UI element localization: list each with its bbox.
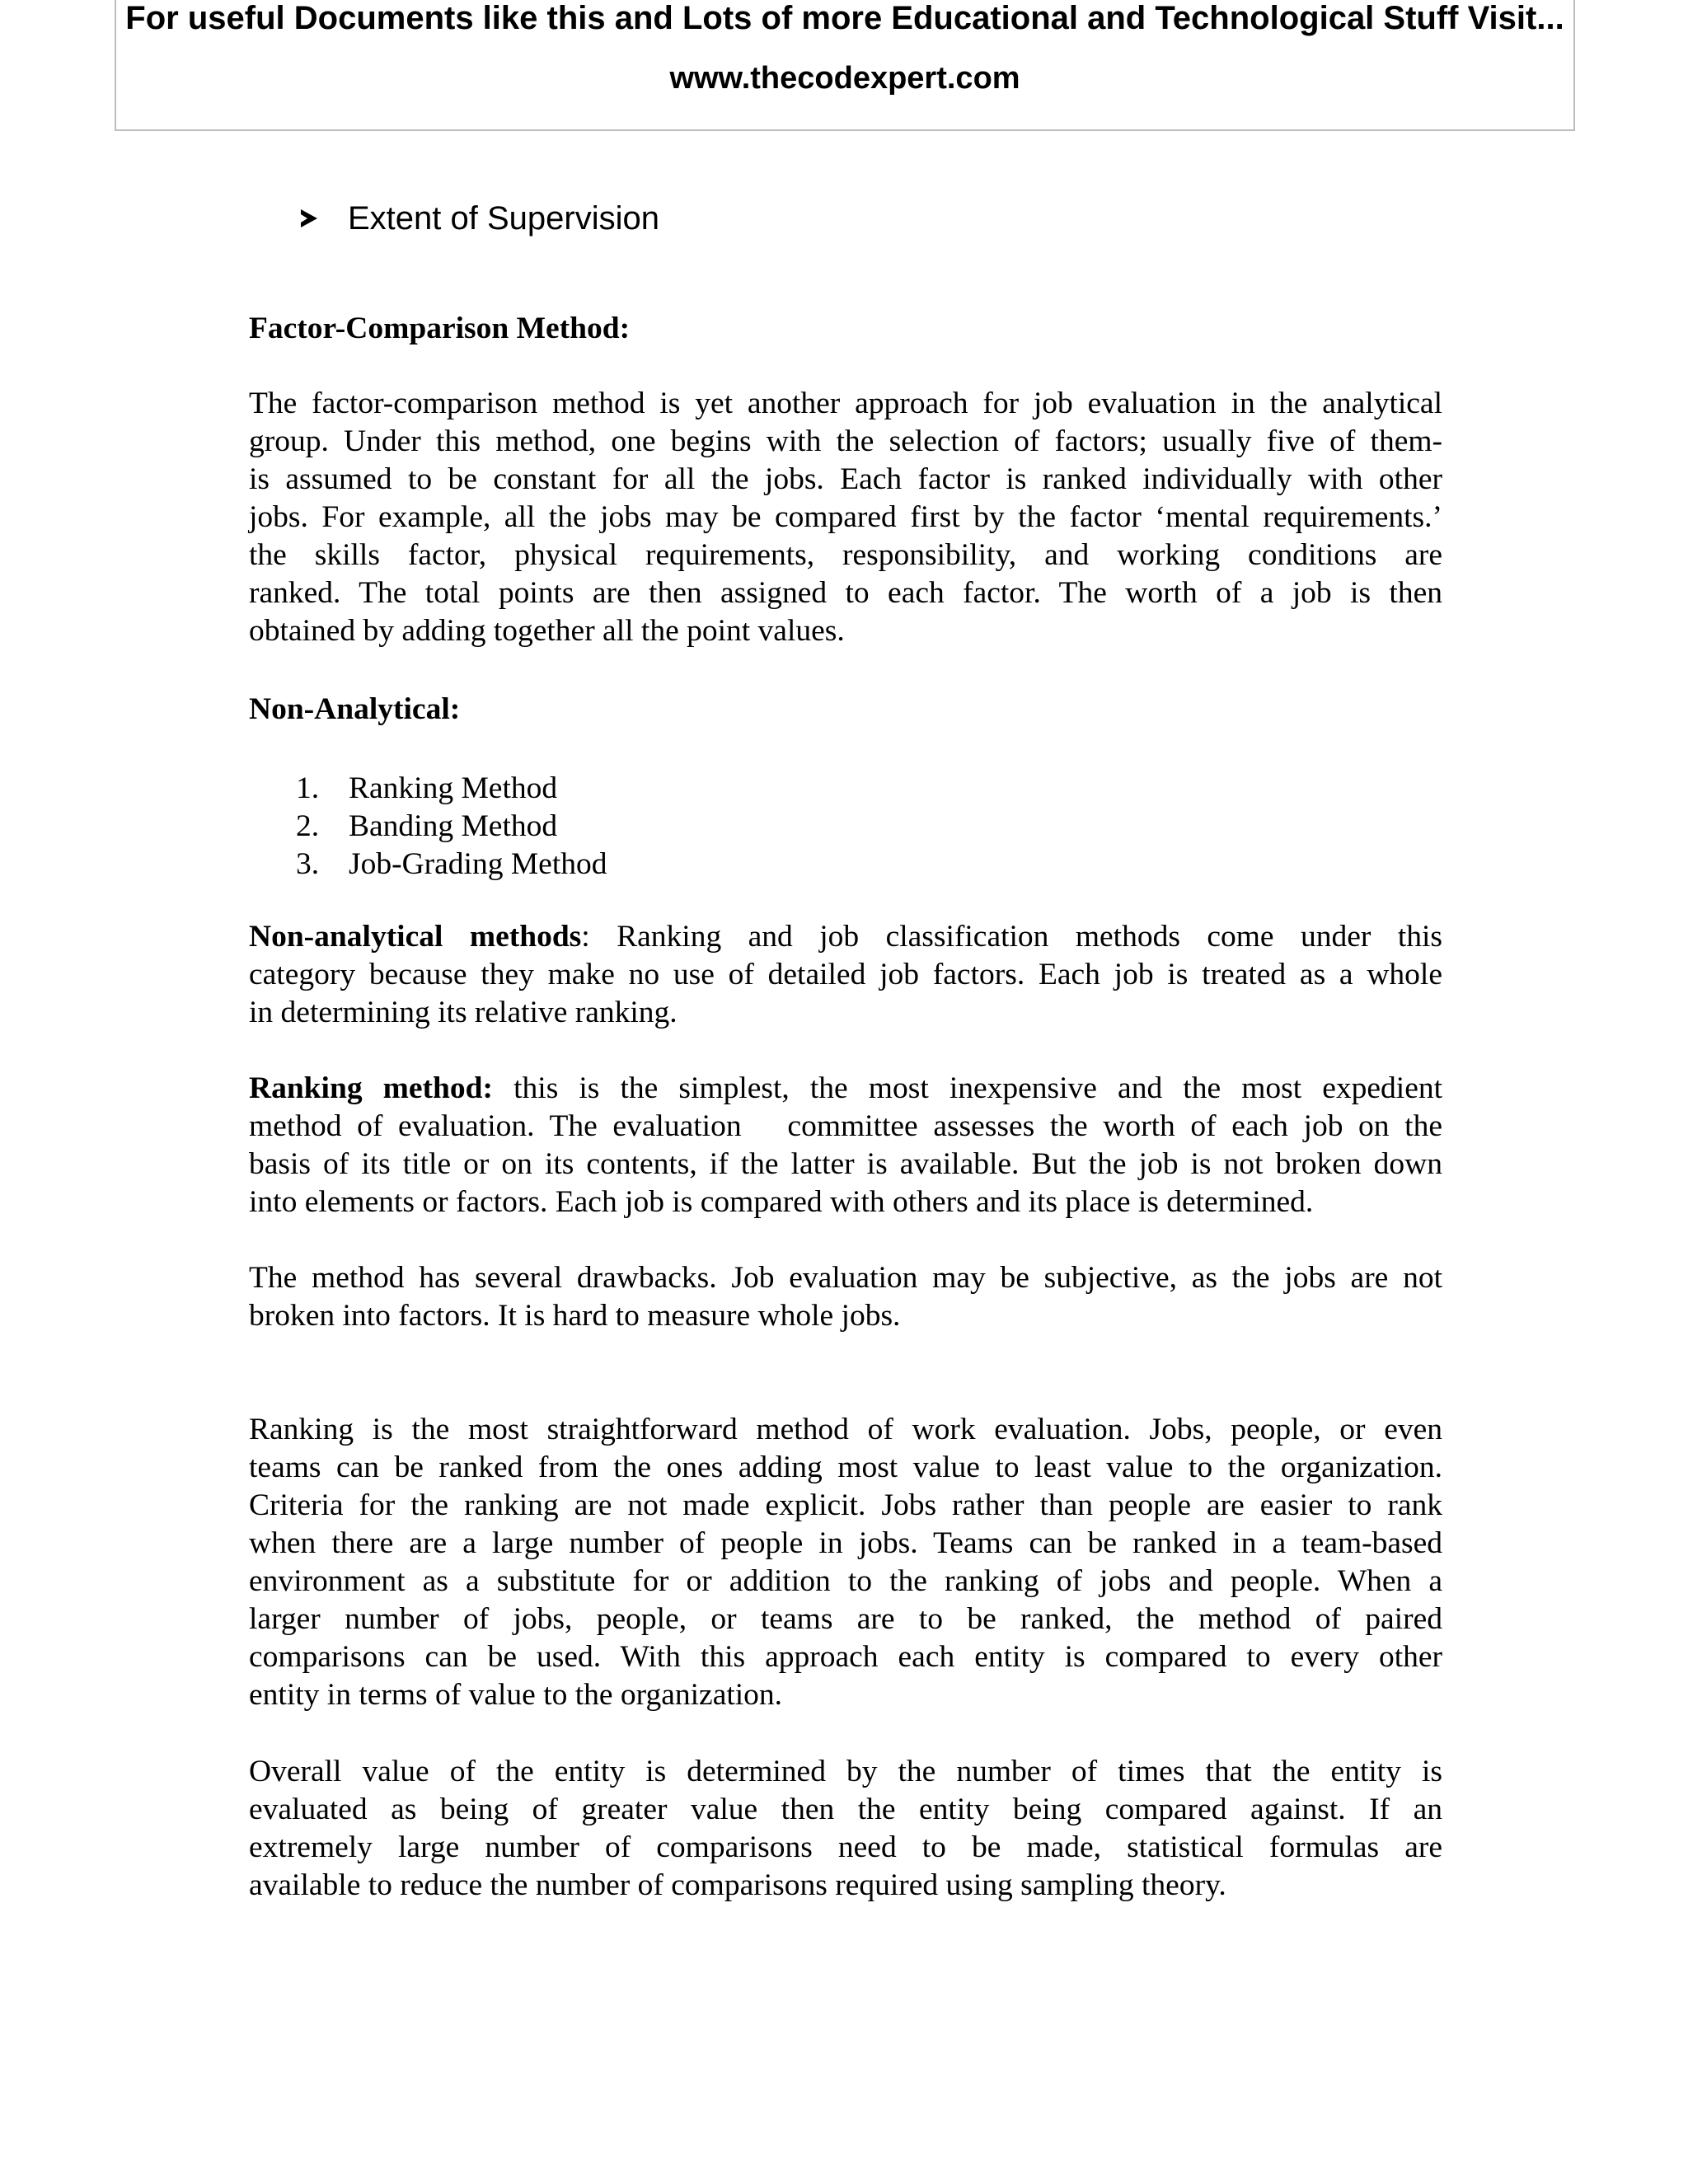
paragraph-non-analytical-methods xyxy=(249,918,1442,1032)
paragraph-line: teams can be ranked from the ones adding most value to least value to the organization. xyxy=(249,1451,1442,1484)
paragraph-line: Ranking is the most straightforward method of work evaluation. Jobs, people, or even xyxy=(249,1413,1442,1446)
paragraph-line: is assumed to be constant for all the jobs. Each factor is ranked individually with other xyxy=(249,462,1442,496)
paragraph-line: broken into factors. It is hard to measure whole jobs. xyxy=(249,1299,901,1333)
bullet-item-label: Extent of Supervision xyxy=(348,200,659,237)
paragraph-line: jobs. For example, all the jobs may be compared first by the factor ‘mental requirements.’ xyxy=(249,500,1442,534)
bullet-item-extent-of-supervision xyxy=(301,198,659,239)
paragraph-line-text: this is the simplest, the most inexpensive and the most expedient xyxy=(493,1071,1443,1105)
list-item xyxy=(296,770,607,808)
paragraph-line: method of evaluation. The evaluation committee assesses the worth of each job on the xyxy=(249,1109,1442,1143)
section-heading-non-analytical: Non-Analytical: xyxy=(249,692,461,726)
paragraph-line: The method has several drawbacks. Job evaluation may be subjective, as the jobs are not xyxy=(249,1261,1442,1295)
paragraph-ranking-method xyxy=(249,1070,1442,1221)
header-banner xyxy=(115,0,1575,131)
bold-term: Ranking method: xyxy=(249,1071,493,1105)
paragraph-line: Criteria for the ranking are not made explicit. Jobs rather than people are easier to rank xyxy=(249,1488,1442,1522)
list-item-number: 2. xyxy=(296,809,320,843)
paragraph-line: entity in terms of value to the organization. xyxy=(249,1678,783,1712)
bold-term: Non-analytical methods xyxy=(249,920,582,954)
paragraph-line: comparisons can be used. With this approach each entity is compared to every other xyxy=(249,1640,1442,1674)
paragraph-line: extremely large number of comparisons need to be made, statistical formulas are xyxy=(249,1830,1442,1864)
paragraph-line: Overall value of the entity is determined by the number of times that the entity is xyxy=(249,1755,1442,1788)
paragraph-line: ranked. The total points are then assigned to each factor. The worth of a job is then xyxy=(249,576,1442,610)
paragraph-line: the skills factor, physical requirements, responsibility, and working conditions are xyxy=(249,538,1442,572)
paragraph-line: basis of its title or on its contents, if the latter is available. But the job is not broken down xyxy=(249,1147,1442,1181)
paragraph-line: obtained by adding together all the point values. xyxy=(249,614,845,648)
paragraph-line: group. Under this method, one begins with the selection of factors; usually five of them- xyxy=(249,424,1442,458)
arrow-bullet-icon xyxy=(301,209,317,227)
paragraph-line xyxy=(249,1070,1442,1108)
header-website-link[interactable]: www.thecodexpert.com xyxy=(669,61,1020,96)
paragraph-line: available to reduce the number of comparisons required using sampling theory. xyxy=(249,1868,1226,1902)
paragraph-line: in determining its relative ranking. xyxy=(249,996,678,1029)
paragraph-factor-comparison xyxy=(249,385,1442,650)
paragraph-line: evaluated as being of greater value then the entity being compared against. If an xyxy=(249,1793,1442,1826)
paragraph-line-text: : Ranking and job classification methods come under this xyxy=(581,920,1443,954)
list-item-number: 1. xyxy=(296,771,320,805)
paragraph-ranking-straightforward xyxy=(249,1411,1442,1714)
paragraph-line xyxy=(249,918,1442,956)
numbered-list-methods xyxy=(296,770,607,883)
paragraph-line: environment as a substitute for or addition to the ranking of jobs and people. When a xyxy=(249,1564,1442,1598)
paragraph-line: The factor-comparison method is yet another approach for job evaluation in the analytical xyxy=(249,387,1442,420)
header-promo-text: For useful Documents like this and Lots of more Educational and Technological Stuff Visit... xyxy=(125,0,1564,36)
list-item-number: 3. xyxy=(296,847,320,881)
paragraph-line: larger number of jobs, people, or teams are to be ranked, the method of paired xyxy=(249,1602,1442,1636)
list-item xyxy=(296,808,607,846)
paragraph-line: when there are a large number of people in jobs. Teams can be ranked in a team-based xyxy=(249,1526,1442,1560)
list-item-label: Banding Method xyxy=(349,809,558,843)
paragraph-line: into elements or factors. Each job is compared with others and its place is determined. xyxy=(249,1185,1314,1219)
paragraph-drawbacks xyxy=(249,1259,1442,1335)
section-heading-factor-comparison: Factor-Comparison Method: xyxy=(249,312,631,345)
list-item-label: Job-Grading Method xyxy=(349,847,607,881)
paragraph-overall-value xyxy=(249,1753,1442,1905)
list-item-label: Ranking Method xyxy=(349,771,558,805)
paragraph-line: category because they make no use of detailed job factors. Each job is treated as a whole xyxy=(249,958,1442,991)
list-item xyxy=(296,846,607,883)
